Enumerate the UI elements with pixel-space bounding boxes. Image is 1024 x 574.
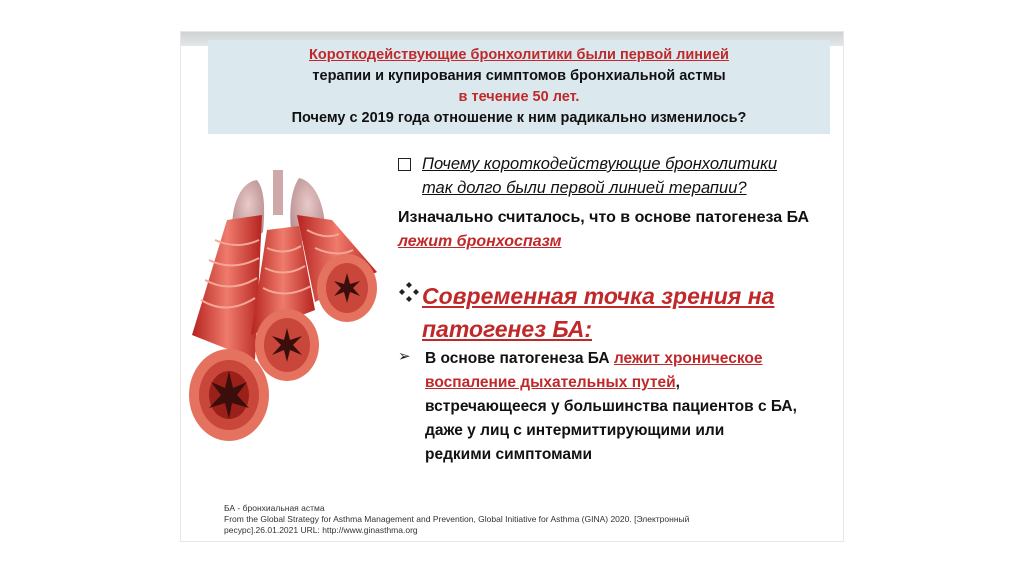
initial-highlight: лежит бронхоспазм	[398, 233, 562, 250]
question-line-1: Почему короткодействующие бронхолитики	[422, 155, 778, 173]
bullet-highlight-1: лежит хроническое	[613, 350, 763, 367]
bronchus-opening-small	[317, 254, 377, 322]
bullet-line-4: даже у лиц с интермиттирующими или	[425, 422, 725, 439]
bullet-line-3: встречающееся у большинства пациентов с БА,	[425, 398, 797, 415]
title-line-4: Почему с 2019 года отношение к ним радикально изменилось?	[291, 110, 747, 126]
footnote-line-1: БА - бронхиальная астма	[224, 503, 325, 513]
title-banner	[208, 40, 830, 134]
bronchi-illustration	[187, 160, 392, 480]
bullet-line-2	[425, 371, 838, 395]
question-block	[398, 152, 828, 200]
initial-view	[398, 206, 838, 254]
modern-view-heading	[398, 280, 828, 346]
bullet-block	[398, 347, 838, 467]
bronchus-opening-large	[189, 349, 269, 441]
bullet-highlight-2: воспаление дыхательных путей	[425, 374, 676, 391]
arrow-right-icon: ➢	[398, 348, 411, 365]
title-line-2: терапии и купирования симптомов бронхиальной астмы	[312, 68, 726, 84]
bullet-line-5: редкими симптомами	[425, 446, 593, 463]
checkbox-square-icon	[398, 158, 411, 171]
bullet-comma: ,	[675, 374, 680, 391]
modern-line-1: Современная точка зрения на	[422, 283, 775, 309]
title-line-1: Короткодействующие бронхолитики были первой линией	[309, 47, 729, 63]
title-line-3: в течение 50 лет.	[458, 89, 580, 105]
bullet-prefix: В основе патогенеза БА	[425, 350, 610, 367]
question-line-2: так долго были первой линией терапии?	[422, 179, 747, 197]
initial-text: Изначально считалось, что в основе патогенеза БА	[398, 209, 810, 226]
footnote	[224, 503, 824, 536]
footnote-line-2: From the Global Strategy for Asthma Management and Prevention, Global Initiative for Asthma (GINA) 2020. [Электронный	[224, 514, 690, 524]
modern-line-2: патогенез БА:	[422, 316, 593, 342]
bullet-line-1	[425, 347, 838, 371]
footnote-line-3: ресурс].26.01.2021 URL: http://www.ginasthma.org	[224, 525, 418, 535]
four-diamond-icon	[398, 281, 420, 303]
trachea	[273, 170, 283, 215]
bronchus-opening-middle	[255, 309, 319, 381]
bronchus-tube-1	[192, 215, 262, 360]
